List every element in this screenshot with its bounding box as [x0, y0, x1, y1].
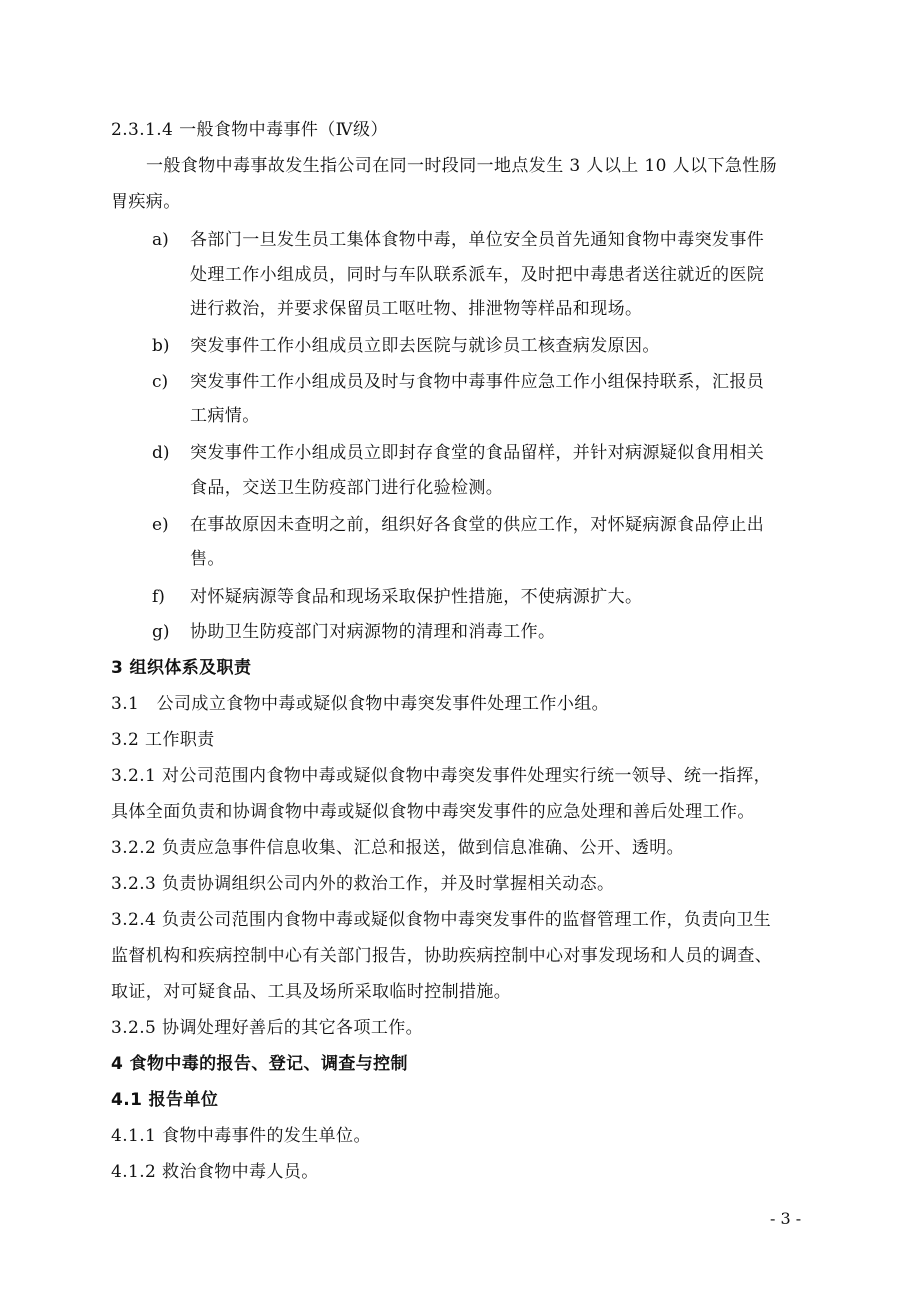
list-item-e-line-2: 售。 — [190, 549, 225, 569]
intro-line-2: 胃疾病。 — [111, 192, 181, 212]
list-label-g: g) — [152, 622, 170, 642]
section-3-2-4-line-2: 监督机构和疾病控制中心有关部门报告，协助疾病控制中心对事发现场和人员的调查、 — [111, 946, 773, 966]
list-label-d: d) — [152, 443, 170, 463]
section-3-2-4-line-1: 3.2.4 负责公司范围内食物中毒或疑似食物中毒突发事件的监督管理工作，负责向卫生 — [111, 910, 772, 930]
section-3-2-1-line-2: 具体全面负责和协调食物中毒或疑似食物中毒突发事件的应急处理和善后处理工作。 — [111, 802, 755, 822]
intro-line-1: 一般食物中毒事故发生指公司在同一时段同一地点发生 3 人以上 10 人以下急性肠 — [146, 156, 778, 176]
list-label-f: f) — [152, 587, 165, 607]
list-item-g-line-1: 协助卫生防疫部门对病源物的清理和消毒工作。 — [190, 622, 556, 642]
list-label-b: b) — [152, 336, 170, 356]
list-item-c-line-2: 工病情。 — [190, 406, 260, 426]
section-3-1: 3.1 公司成立食物中毒或疑似食物中毒突发事件处理工作小组。 — [111, 694, 610, 714]
list-item-d-line-1: 突发事件工作小组成员立即封存食堂的食品留样，并针对病源疑似食用相关 — [190, 443, 765, 463]
section-3-2-5: 3.2.5 协调处理好善后的其它各项工作。 — [111, 1018, 424, 1038]
section-4-heading: 4 食物中毒的报告、登记、调查与控制 — [111, 1054, 408, 1074]
section-4-1-heading: 4.1 报告单位 — [111, 1090, 219, 1110]
section-3-2-1-line-1: 3.2.1 对公司范围内食物中毒或疑似食物中毒突发事件处理实行统一领导、统一指挥， — [111, 766, 772, 786]
list-label-a: a) — [152, 230, 169, 250]
section-4-1-1: 4.1.1 食物中毒事件的发生单位。 — [111, 1126, 371, 1146]
section-4-1-2: 4.1.2 救治食物中毒人员。 — [111, 1162, 319, 1182]
list-item-a-line-1: 各部门一旦发生员工集体食物中毒，单位安全员首先通知食物中毒突发事件 — [190, 230, 765, 250]
list-item-d-line-2: 食品，交送卫生防疫部门进行化验检测。 — [190, 478, 504, 498]
list-label-c: c) — [152, 372, 169, 392]
section-3-2-4-line-3: 取证，对可疑食品、工具及场所采取临时控制措施。 — [111, 982, 512, 1002]
list-item-a-line-3: 进行救治，并要求保留员工呕吐物、排泄物等样品和现场。 — [190, 299, 643, 319]
section-3-2-3: 3.2.3 负责协调组织公司内外的救治工作，并及时掌握相关动态。 — [111, 874, 615, 894]
list-item-f-line-1: 对怀疑病源等食品和现场采取保护性措施，不使病源扩大。 — [190, 587, 643, 607]
heading-2314: 2.3.1.4 一般食物中毒事件（Ⅳ级） — [111, 120, 388, 140]
page-number: - 3 - — [770, 1209, 802, 1228]
list-item-c-line-1: 突发事件工作小组成员及时与食物中毒事件应急工作小组保持联系，汇报员 — [190, 372, 765, 392]
section-3-2: 3.2 工作职责 — [111, 730, 215, 750]
section-3-heading: 3 组织体系及职责 — [111, 658, 252, 678]
list-item-e-line-1: 在事故原因未查明之前，组织好各食堂的供应工作，对怀疑病源食品停止出 — [190, 515, 765, 535]
list-label-e: e) — [152, 515, 169, 535]
list-item-a-line-2: 处理工作小组成员，同时与车队联系派车，及时把中毒患者送往就近的医院 — [190, 265, 765, 285]
section-3-2-2: 3.2.2 负责应急事件信息收集、汇总和报送，做到信息准确、公开、透明。 — [111, 838, 685, 858]
list-item-b-line-1: 突发事件工作小组成员立即去医院与就诊员工核查病发原因。 — [190, 336, 660, 356]
